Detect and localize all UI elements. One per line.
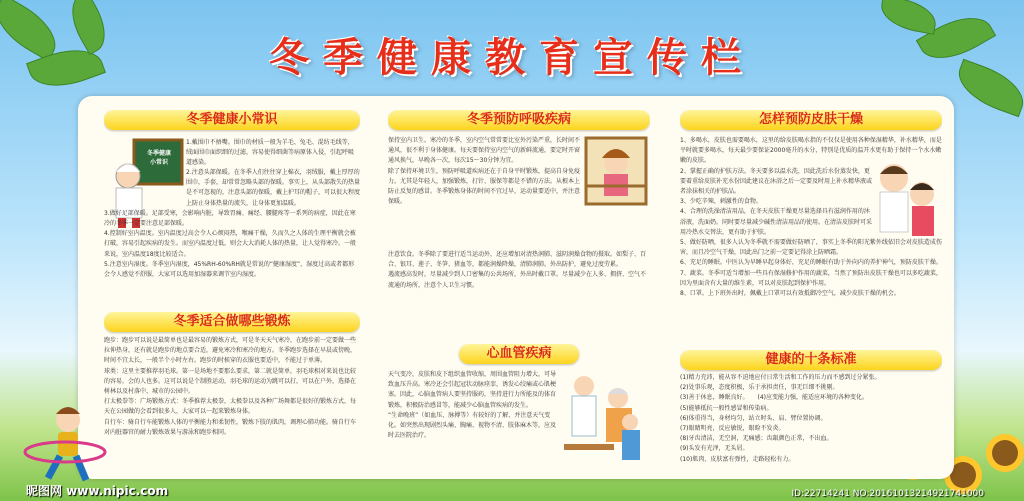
paragraph: 跑步：跑步可以说是最简单也是最容易的锻炼方式，可是冬天天气寒冷，在跑步前一定要做一些拉伸热身，还有就是跑步的地点要合适，避免寒冷和寒冷的地方。冬季跑步选择在早晨或傍晚，时间不宜太长，一般半个小时左右。跑步的时候穿的衣服也要适中，不能过于单薄。 (104, 337, 357, 365)
watermark-left: 昵图网 www.nipic.com (26, 484, 169, 498)
list-item: (2)处事乐观，态度积极，乐于承担责任，事无巨细不挑剔。 (680, 384, 839, 392)
paragraph: 3、少吃辛辣，刺激性的食物。 (680, 198, 762, 206)
list-item: (1)精力充沛，能从容不迫地应付日常生活和工作的压力而不感到过分紧张。 (680, 374, 881, 381)
section-skin-care (680, 110, 942, 346)
paragraph: 5.注意室内湿度。冬季室内湿度，45%RH-60%RH就是常说的“健康湿度”，湿度过高或者都形会令人感觉不舒服，大家可以选用加湿器来调节室内湿度。 (104, 260, 355, 279)
chalkboard-label: 冬季健康 小常识 (146, 150, 171, 166)
paragraph: 天气变冷，皮肤和皮下组织血管收缩，周围血管阻力增大，可导致血压升高。寒冷还会引起冠状动脉痉挛，诱发心绞痛或心肌梗塞。因此，心脑血管病人要坚持服药，坚持进行力所能及的体育锻炼，积极防治感冒等，能减少心脑血管疾病的发生。 (388, 371, 557, 409)
watermark-right: ID:22714241 NO:20161013214921741000 (791, 489, 984, 499)
section-health-standards (680, 350, 942, 476)
doctor-patients-illustration (560, 368, 648, 472)
paragraph: 自行车：骑自行车能锻炼人体的平衡能力和柔韧性，锻炼下肢的肌肉，调理心肺功能。骑自行车对内脏器官的耐力锻炼效果与游泳和跑步相同。 (104, 418, 357, 436)
paragraph: 8、口罩。上下班外出时，佩戴上口罩可以有效抵御冷空气，减少皮肤干燥的机会。 (680, 290, 900, 298)
list-item: (3)善于休息，睡眠良好。 (4)应变能力强，能适应环境的各种变化。 (680, 394, 868, 402)
sunflower-decoration (992, 440, 1018, 466)
section-cardiovascular (388, 344, 650, 476)
section-heading: 健康的十条标准 (680, 350, 942, 370)
list-item: (9)头发有光泽，无头屑。 (680, 445, 749, 453)
list-item: (5)能够抵抗一般性感冒和传染病。 (680, 404, 773, 412)
paragraph: 6、充足的睡眠。中医认为早睡早起身体好，充足的睡眠有助于外向内的养护神气，预防皮肤干燥。 (680, 259, 942, 267)
paragraph: 1、多喝水，皮肤也需要喝水，这里的给皮肤喝水指的不仅仅是使用各种保湿精华，补水精华，而是平时就要多喝水，每天最少要保证2000毫升的水分，特别是优质的温开水更有助于保持一个水水嫩嫩的皮肤。 (680, 137, 942, 165)
paragraph: 3.做好足部保暖。足部受寒，会影响内脏，导致胃痛、痛经、腰腿疼等一系列的病症，因此在寒冷的冬季一定要注意足部保暖。 (104, 209, 356, 228)
list-item: (6)体重得当，身材均匀，站立时头、肩、臂位置协调。 (680, 414, 827, 422)
list-item: (7)眼睛明亮，反应敏锐，眼睑不发炎。 (680, 425, 785, 433)
window-girl-illustration (584, 136, 648, 206)
paragraph: 4、合理的洗澡清洁用品，在冬天皮肤干燥更尽量选择具有滋润作用的沐浴液，洗面奶。同时要尽量减少碱性清洁用品的使用。在清洁皮肤时可采用冷热水交替法，更有助于护肤。 (680, 208, 873, 236)
parent-child-illustration (872, 156, 942, 246)
section-winter-exercise (104, 312, 360, 476)
section-respiratory (388, 110, 650, 342)
runner-illustration (20, 400, 110, 490)
paragraph: 打太极拳等：广场锻炼方式：冬季推荐太极拳，太极拳以及各种广场舞都是很好的锻炼方式，每天在公园做的会看到很多人，大家可以一起来锻炼身体。 (104, 398, 357, 416)
section-heading: 冬季预防呼吸疾病 (388, 110, 650, 130)
paragraph: “生命晚班”（如血压、脉搏等）有较好的了解，并注意天气变化。如突然出现剧烈头痛、胸痛、视物不清、肢体麻木等，应及时去医院治疗。 (388, 411, 557, 440)
paragraph: 除了保持环境卫生，预防呼吸道疾病还在于自身平时锻炼，提高自身免疫力。尤其是年轻人，加强锻炼，打针、服保等都是不错的方法。从根本上防止反复的感冒。冬季锻炼身体的时间不宜过早，运动量要适中，并注意保暖。 (388, 167, 581, 206)
paragraph: 4.控制好室内温度。室内温度过高会令人心烦闷热，喉痛干燥，久而久之人体的生理平衡就会被打破，容易引起疾病的发生。而室内温度过低，则会大大消耗人体的热量，让人觉得寒冷。一般来说，室内温度18度比较适合。 (104, 230, 357, 258)
paragraph: 球类：这里主要推荐羽毛球。第一是场地不要那么要求，第二就是简单，羽毛球相对来说也比较的容易，会的人也多。这可以说是个制胜运动，羽毛球的运动为跳可以打，可以在户外，选择在树林以及村落中、城市的公园中。 (104, 367, 357, 396)
section-health-tips (104, 110, 360, 310)
paragraph: 1.戴围巾不捂嘴。围巾的材质一般为羊毛、兔毛、混纺毛线等，绒面围巾面织细的过滤，容易使得细菌等病原体入侵，引起呼吸道感染。 (186, 139, 355, 167)
paragraph: 2、掌握正确的护肤方法。冬天要多以温水洗，因此洗后水份蒸发快，更要着重给皮肤补充水份因此建议在沐浴之后一定要及时用上补水精华液或者涂抹相关的护肤品。 (680, 167, 873, 196)
section-heading: 冬季适合做哪些锻炼 (104, 312, 360, 332)
paragraph: 2.注意头部保暖。在冬季人们往往穿上棉衣，羽绒服，戴上厚厚的围巾，手套，却常常忽略头部的保暖。事实上，从头部散失的热量是不可忽视的，注意头部的保暖，戴上护耳的帽子，可以很大程度上防止身体热量的流失，让身体更加温暖。 (186, 169, 360, 207)
section-heading: 怎样预防皮肤干燥 (680, 110, 942, 130)
paragraph: 7、蔬菜。冬季可适当增加一些具有保湿修护作用的蔬菜，当然了预防出皮肤干燥也可以多吃蔬菜，因为里面含有大量的维生素，可以对皮肤起到保护作用。 (680, 269, 942, 287)
list-item: (10)肌肉、皮肤富有弹性，走路轻松有力。 (680, 455, 795, 463)
paragraph: 5、做好防晒，很多人认为冬季就不需要做好防晒了，事实上冬季的阳光紫外线依旧会对皮肤造成伤害，而且冷空气干燥，因此出门之前一定要记得涂上防晒霜。 (680, 239, 942, 257)
paragraph: 注意饮食。冬季除了要进行适当运动外，还应增加对清热润肺、滋阴润燥食物的摄取。如梨子、百合、银耳、莲子、冬笋、猪血等，都能润燥降燥，清肺润肺。外出防护，避免过度劳累。 (388, 251, 647, 269)
section-heading: 冬季健康小常识 (104, 110, 360, 130)
page-title: 冬季健康教育宣传栏 (269, 35, 755, 81)
paragraph: 遇流感高发时，尽量减少到人口密集的公共场所，外出时戴口罩。尽量减少在人多、拥挤、空气不流通的场所，注意个人卫生习惯。 (388, 271, 647, 289)
list-item: (8)牙齿清洁，无空洞，无痛感；齿龈颜色正常，不出血。 (680, 435, 833, 443)
paragraph: 保持室内卫生。寒冷的冬季，室内空气常常要比室外污染严重，长时间不通风，很不利于身体健康。每天要保持室内空气的新鲜流通，要定时开窗通风换气，早晚各一次，每次15～30分钟为宜。 (388, 137, 581, 165)
section-heading: 心血管疾病 (459, 344, 579, 364)
